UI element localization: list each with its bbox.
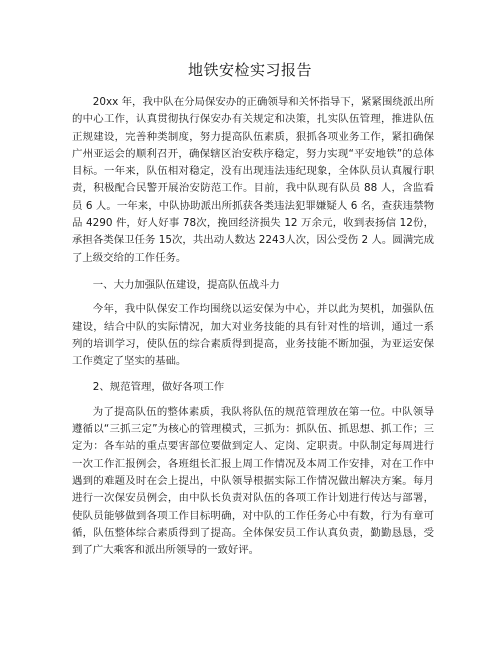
document-title: 地铁安检实习报告: [187, 61, 312, 79]
intro-paragraph: 20xx 年，我中队在分局保安办的正确领导和关怀指导下，紧紧围绕派出所的中心工作，认真贯彻执行保安办有关规定和决策，扎实队伍管理，推进队伍正规建设，完善种类制度，努力提高队伍素质，狠抓各项业务工作，紧扣确保广州亚运会的顺利召开，确保辖区治安秩序稳定，努力实现“平安地铁”的总体目标。一年来，队伍相对稳定，没有出现违法违纪现象，全体队员认真履行职责，积极配合民警开展治安防范工作。目前，我中队现有队员 88 人，含监看员 6 人。一年来，中队协助派出所抓获各类违法犯罪嫌疑人 6 名，查获违禁物品 4290 件，好人好事 78次，挽回经济损失 12 万余元，收到表扬信 12份，承担各类保卫任务 15次，共出动人数达 2243人次，因公受伤 2 人。圆满完成了上级交给的工作任务。: [72, 96, 434, 264]
document-body: [72, 94, 434, 559]
section-1-paragraph: 今年，我中队保安工作均围绕以运安保为中心，并以此为契机，加强队伍建设，结合中队的实际情况，加大对业务技能的具有针对性的培训，通过一系列的培训学习，使队伍的综合素质得到提高，业务技能不断加强，为亚运安保工作奠定了坚实的基础。: [72, 303, 434, 368]
section-2-heading: 2、规范管理，做好各项工作: [92, 381, 225, 394]
section-1-heading: 一、大力加强队伍建设，提高队伍战斗力: [92, 278, 280, 291]
section-2-paragraph: 为了提高队伍的整体素质，我队将队伍的规范管理放在第一位。中队领导遵循以“三抓三定”为核心的管理模式，三抓为：抓队伍、抓思想、抓工作；三定为：各车站的重点要害部位要做到定人、定岗、定职责。中队制定每周进行一次工作汇报例会，各班组长汇报上周工作情况及本周工作安排，对在工作中遇到的难题及时在会上提出，中队领导根据实际工作情况做出解决方案。每月进行一次保安员例会，由中队长负责对队伍的各项工作计划进行传达与部署，使队员能够做到各项工作目标明确，对中队的工作任务心中有数，行为有章可循，队伍整体综合素质得到了提高。全体保安员工作认真负责，勤勤恳恳，受到了广大乘客和派出所领导的一致好评。: [72, 405, 434, 557]
